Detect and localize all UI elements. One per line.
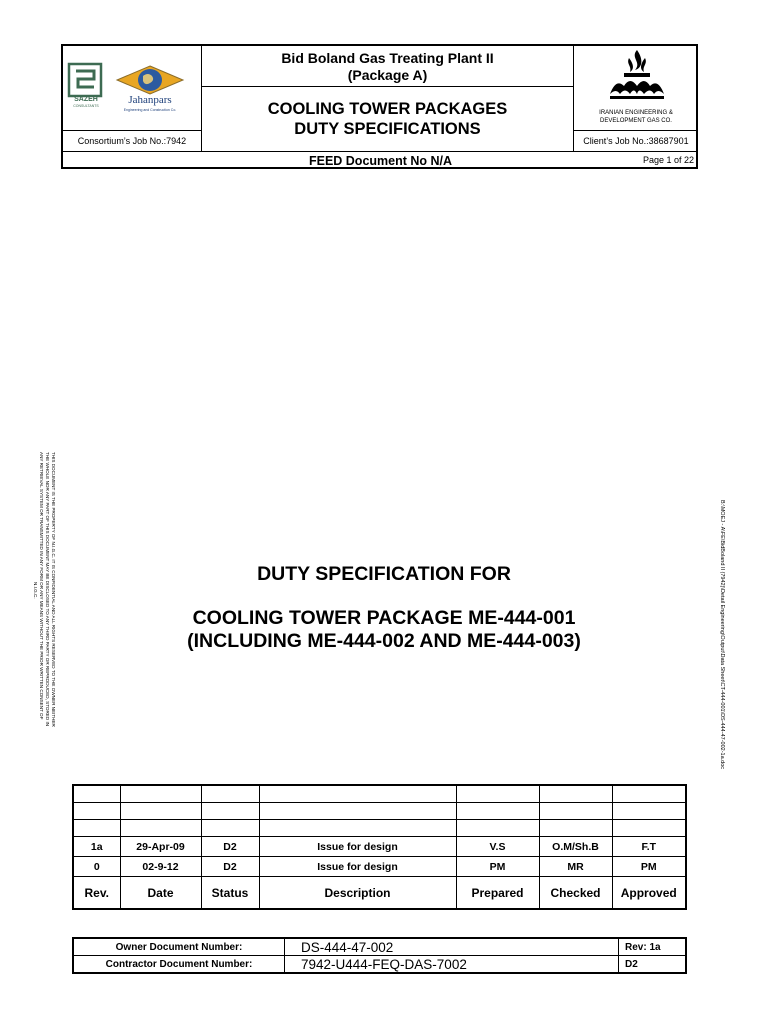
jahanpars-logo-text: Jahanpars bbox=[128, 94, 172, 106]
date-cell: 02-9-12 bbox=[120, 857, 201, 877]
column-header-prepared: Prepared bbox=[456, 877, 539, 910]
table-row bbox=[73, 956, 686, 974]
document-status: D2 bbox=[619, 956, 687, 974]
confidentiality-line4: N.I.G.C. bbox=[33, 582, 38, 599]
checked-cell: MR bbox=[539, 857, 612, 877]
client-job-number: Client’s Job No.:38687901 bbox=[583, 136, 689, 146]
sazeh-logo bbox=[67, 62, 105, 124]
rev-cell: 0 bbox=[73, 857, 120, 877]
plant-name-line1: Bid Boland Gas Treating Plant II bbox=[281, 50, 494, 66]
description-cell: Issue for design bbox=[259, 837, 456, 857]
client-name-line1: IRANIAN ENGINEERING & bbox=[599, 110, 673, 116]
plant-name-line2: (Package A) bbox=[347, 67, 428, 83]
column-header-status: Status bbox=[201, 877, 259, 910]
jahanpars-logo bbox=[115, 64, 185, 124]
checked-cell: O.M/Sh.B bbox=[539, 837, 612, 857]
table-row bbox=[73, 938, 686, 956]
consortium-job-number: Consortium’s Job No.:7942 bbox=[77, 136, 187, 146]
column-header-description: Description bbox=[259, 877, 456, 910]
table-header-row bbox=[73, 877, 686, 910]
client-name bbox=[574, 110, 698, 125]
main-title-line2: COOLING TOWER PACKAGE ME-444-001 bbox=[192, 607, 576, 629]
document-title bbox=[202, 88, 573, 150]
document-number-table bbox=[72, 937, 687, 974]
column-header-date: Date bbox=[120, 877, 201, 910]
revision-label: Rev: 1a bbox=[619, 938, 687, 956]
document-header bbox=[61, 44, 698, 169]
owner-document-number-label: Owner Document Number: bbox=[73, 938, 285, 956]
contractor-document-number: 7942-U444-FEQ-DAS-7002 bbox=[285, 956, 619, 974]
status-cell: D2 bbox=[201, 857, 259, 877]
table-row-empty bbox=[73, 820, 686, 837]
column-header-approved: Approved bbox=[612, 877, 686, 910]
confidentiality-line2: THE WHOLE NOR ANY PART OF THIS DOCUMENT MAY BE DISCLOSED TO ANY THIRD PARTY OR REPRODUCED, STORED IN bbox=[45, 452, 50, 727]
status-cell: D2 bbox=[201, 837, 259, 857]
document-title-line2: DUTY SPECIFICATIONS bbox=[294, 120, 481, 138]
confidentiality-line1: THIS DOCUMENT IS THE PROPERTY OF N.I.G.C. IT IS CONFIDENTIAL AND ALL RIGHTS RESERVED TO THE OWNER NEITHER bbox=[51, 452, 56, 727]
main-title-line1: DUTY SPECIFICATION FOR bbox=[257, 563, 511, 585]
page-number: Page 1 of 22 bbox=[643, 155, 695, 165]
confidentiality-notice bbox=[28, 452, 56, 742]
client-name-line2: DEVELOPMENT GAS CO. bbox=[600, 117, 672, 124]
file-path: B:\MOEJ - A\FE\BidBoland II (7942)\Detail Engineering\Output\Data Sheet\CT-444-001\DS-444-47-002-1a.doc bbox=[719, 500, 725, 770]
table-row-empty bbox=[73, 803, 686, 820]
revision-table bbox=[72, 784, 687, 910]
confidentiality-line3: ANY RETRIEVAL SYSTEM OR TRANSMITTED IN ANY FORM OR ANY MEANS WITHOUT THE PRIOR WRITTEN CONSENT OF bbox=[39, 452, 44, 720]
owner-document-number: DS-444-47-002 bbox=[285, 938, 619, 956]
description-cell: Issue for design bbox=[259, 857, 456, 877]
date-cell: 29-Apr-09 bbox=[120, 837, 201, 857]
table-row bbox=[73, 857, 686, 877]
feed-document-number: FEED Document No N/A bbox=[308, 153, 453, 168]
column-header-checked: Checked bbox=[539, 877, 612, 910]
document-title-line1: COOLING TOWER PACKAGES bbox=[267, 100, 508, 118]
plant-name bbox=[202, 48, 573, 86]
divider bbox=[201, 86, 574, 87]
prepared-cell: V.S bbox=[456, 837, 539, 857]
approved-cell: PM bbox=[612, 857, 686, 877]
column-header-rev: Rev. bbox=[73, 877, 120, 910]
prepared-cell: PM bbox=[456, 857, 539, 877]
contractor-document-number-label: Contractor Document Number: bbox=[73, 956, 285, 974]
rev-cell: 1a bbox=[73, 837, 120, 857]
nigc-logo bbox=[602, 48, 672, 104]
approved-cell: F.T bbox=[612, 837, 686, 857]
jahanpars-logo-subtext: Engineering and Construction Co. bbox=[123, 108, 177, 112]
table-row bbox=[73, 837, 686, 857]
main-title-line3: (INCLUDING ME-444-002 AND ME-444-003) bbox=[187, 630, 581, 652]
sazeh-logo-subtext: CONSULTANTS bbox=[73, 104, 99, 108]
sazeh-logo-text: SAZEH bbox=[74, 96, 98, 103]
table-row-empty bbox=[73, 785, 686, 803]
